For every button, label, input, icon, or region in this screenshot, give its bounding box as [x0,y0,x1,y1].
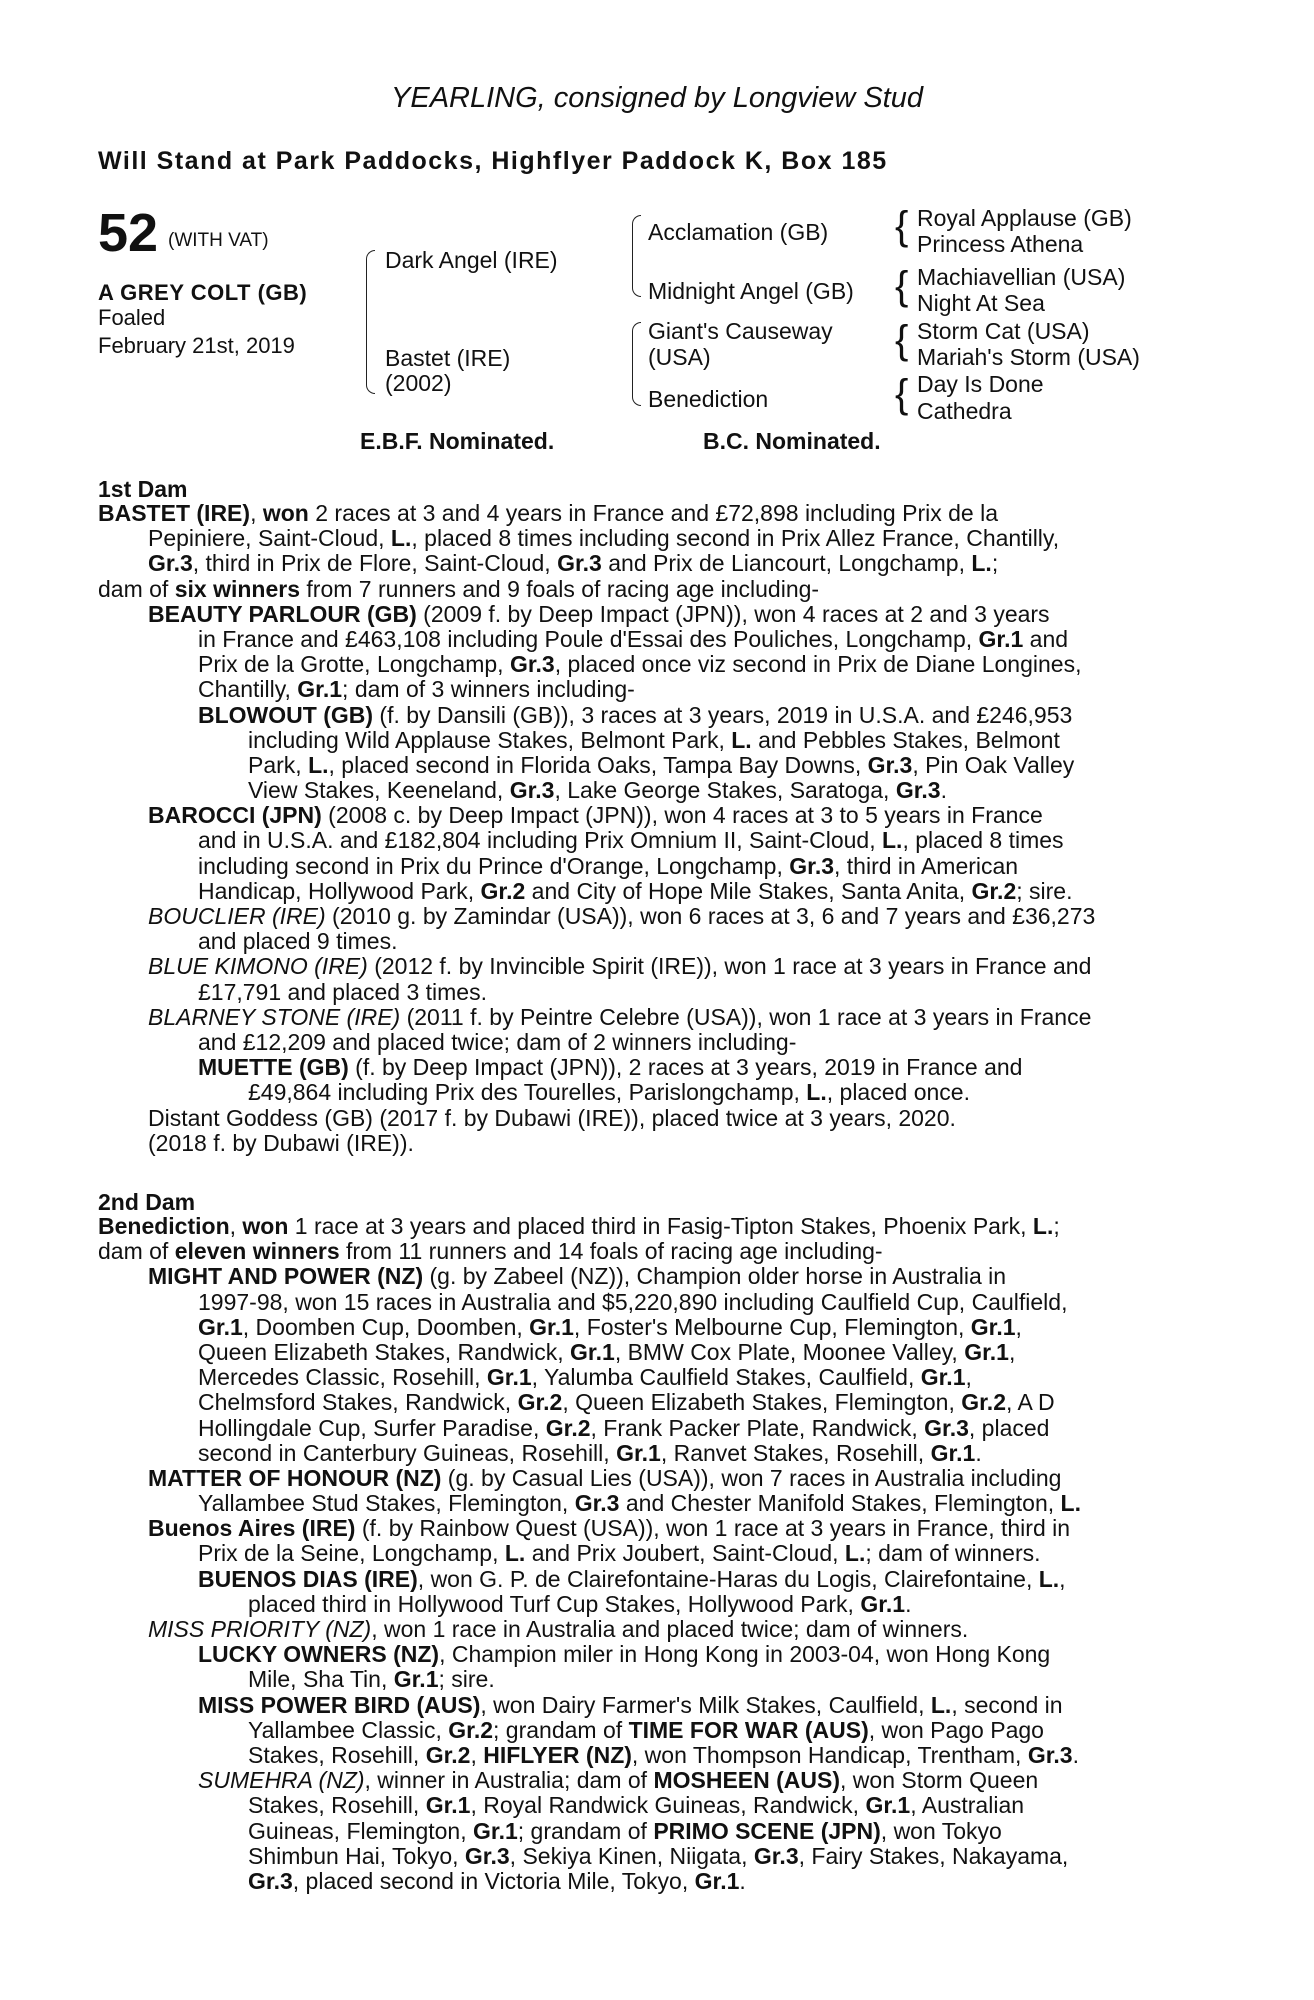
first-dam-heading: 1st Dam [98,476,188,502]
text-line: View Stakes, Keeneland, Gr.3, Lake George Stakes, Saratoga, Gr.3. [248,777,947,804]
bracket-dam-line [632,322,641,406]
text-line: Yallambee Classic, Gr.2; grandam of TIME FOR WAR (AUS), won Pago Pago [248,1716,1044,1743]
pedigree-ss-dam: Princess Athena [917,231,1084,257]
text-line: Guineas, Flemington, Gr.1; grandam of PRIMO SCENE (JPN), won Tokyo [248,1817,1002,1844]
text-line: and placed 9 times. [198,928,398,955]
pedigree-sd-sire: Machiavellian (USA) [917,264,1126,290]
pedigree-dam-sire-l1: Giant's Causeway [648,318,833,344]
foaled-date: February 21st, 2019 [98,333,295,358]
pedigree-dam-dam: Benediction [648,386,769,412]
text-line: £49,864 including Prix des Tourelles, Parislongchamp, L., placed once. [248,1079,970,1106]
text-line: including second in Prix du Prince d'Orange, Longchamp, Gr.3, third in American [198,852,1019,879]
text-line: MISS PRIORITY (NZ), won 1 race in Australia and placed twice; dam of winners. [148,1616,969,1642]
pedigree-dam: Bastet (IRE) [385,345,511,371]
text-line: Mercedes Classic, Rosehill, Gr.1, Yalumba Caulfield Stakes, Caulfield, Gr.1, [198,1364,972,1391]
text-line: Stakes, Rosehill, Gr.2, HIFLYER (NZ), won Thompson Handicap, Trentham, Gr.3. [248,1741,1079,1768]
second-dam-heading: 2nd Dam [98,1189,196,1215]
pedigree-sire-sire: Acclamation (GB) [648,219,829,245]
bracket-sire-line [632,215,641,297]
text-line: placed third in Hollywood Turf Cup Stakes, Hollywood Park, Gr.1. [248,1590,912,1617]
first-dam-text [98,501,1198,1156]
text-line: Gr.3, third in Prix de Flore, Saint-Cloud, Gr.3 and Prix de Liancourt, Longchamp, L.; [148,550,999,577]
pedigree-ss-sire: Royal Applause (GB) [917,205,1132,231]
location-line: Will Stand at Park Paddocks, Highflyer Paddock K, Box 185 [98,147,888,175]
pedigree-sire-dam: Midnight Angel (GB) [648,278,854,304]
brace-sd: { [895,264,909,308]
text-line: Stakes, Rosehill, Gr.1, Royal Randwick Guineas, Randwick, Gr.1, Australian [248,1792,1025,1819]
bracket-gen1 [366,250,375,394]
brace-dd: { [895,372,909,416]
text-line: Prix de la Seine, Longchamp, L. and Prix Joubert, Saint-Cloud, L.; dam of winners. [198,1540,1041,1567]
pedigree-sire: Dark Angel (IRE) [385,247,558,273]
text-line: BOUCLIER (IRE) (2010 g. by Zamindar (USA)), won 6 races at 3, 6 and 7 years and £36,273 [148,903,1096,929]
text-line: MUETTE (GB) (f. by Deep Impact (JPN)), 2 races at 3 years, 2019 in France and [198,1054,1023,1081]
text-line: Shimbun Hai, Tokyo, Gr.3, Sekiya Kinen, Niigata, Gr.3, Fairy Stakes, Nakayama, [248,1842,1069,1869]
text-line: Pepiniere, Saint-Cloud, L., placed 8 times including second in Prix Allez France, Chantilly, [148,525,1060,552]
brace-ds: { [895,318,909,362]
text-line: BUENOS DIAS (IRE), won G. P. de Clairefontaine-Haras du Logis, Clairefontaine, L., [198,1565,1066,1592]
text-line: Park, L., placed second in Florida Oaks, Tampa Bay Downs, Gr.3, Pin Oak Valley [248,751,1075,778]
text-line: Hollingdale Cup, Surfer Paradise, Gr.2, Frank Packer Plate, Randwick, Gr.3, placed [198,1414,1050,1441]
lot-description: A GREY COLT (GB) [98,280,308,305]
ebf-nominated: E.B.F. Nominated. [360,428,555,454]
text-line: MISS POWER BIRD (AUS), won Dairy Farmer's Milk Stakes, Caulfield, L., second in [198,1691,1063,1718]
text-line: LUCKY OWNERS (NZ), Champion miler in Hong Kong in 2003-04, won Hong Kong [198,1641,1051,1668]
text-line: second in Canterbury Guineas, Rosehill, Gr.1, Ranvet Stakes, Rosehill, Gr.1. [198,1439,982,1466]
brace-ss: { [895,204,909,248]
text-line: dam of eleven winners from 11 runners and 14 foals of racing age including- [98,1238,883,1265]
text-line: dam of six winners from 7 runners and 9 foals of racing age including- [98,575,820,602]
text-line: 1997-98, won 15 races in Australia and $5,220,890 including Caulfield Cup, Caulfield, [198,1288,1068,1315]
text-line: Buenos Aires (IRE) (f. by Rainbow Quest (USA)), won 1 race at 3 years in France, third in [148,1515,1071,1542]
text-line: MIGHT AND POWER (NZ) (g. by Zabeel (NZ)), Champion older horse in Australia in [148,1263,1007,1290]
text-line: Distant Goddess (GB) (2017 f. by Dubawi (IRE)), placed twice at 3 years, 2020. [148,1104,956,1131]
lot-number: 52 [98,203,159,263]
text-line: in France and £463,108 including Poule d'Essai des Pouliches, Longchamp, Gr.1 and [198,625,1069,652]
text-line: MATTER OF HONOUR (NZ) (g. by Casual Lies (USA)), won 7 races in Australia including [148,1464,1062,1491]
text-line: BLUE KIMONO (IRE) (2012 f. by Invincible Spirit (IRE)), won 1 race at 3 years in France and [148,953,1092,980]
pedigree-dd-dam: Cathedra [917,398,1012,424]
pedigree-dd-sire: Day Is Done [917,371,1044,397]
text-line: BAROCCI (JPN) (2008 c. by Deep Impact (JPN)), won 4 races at 3 to 5 years in France [148,802,1043,829]
pedigree-ds-sire: Storm Cat (USA) [917,318,1090,344]
second-dam-text [98,1214,1198,1894]
text-line: BLOWOUT (GB) (f. by Dansili (GB)), 3 races at 3 years, 2019 in U.S.A. and £246,953 [198,701,1073,728]
text-line: SUMEHRA (NZ), winner in Australia; dam of MOSHEEN (AUS), won Storm Queen [198,1767,1039,1794]
text-line: BEAUTY PARLOUR (GB) (2009 f. by Deep Impact (JPN)), won 4 races at 2 and 3 years [148,600,1050,627]
text-line: Gr.3, placed second in Victoria Mile, Tokyo, Gr.1. [248,1867,746,1894]
text-line: including Wild Applause Stakes, Belmont Park, L. and Pebbles Stakes, Belmont [248,726,1060,753]
text-line: Chantilly, Gr.1; dam of 3 winners including- [198,676,635,703]
text-line: Queen Elizabeth Stakes, Randwick, Gr.1, BMW Cox Plate, Moonee Valley, Gr.1, [198,1338,1016,1365]
text-line: Handicap, Hollywood Park, Gr.2 and City of Hope Mile Stakes, Santa Anita, Gr.2; sire. [198,877,1073,904]
text-line: BLARNEY STONE (IRE) (2011 f. by Peintre Celebre (USA)), won 1 race at 3 years in France [148,1003,1092,1030]
text-line: and £12,209 and placed twice; dam of 2 winners including- [198,1028,797,1055]
text-line: £17,791 and placed 3 times. [198,978,487,1005]
text-line: (2018 f. by Dubawi (IRE)). [148,1129,414,1156]
text-line: Mile, Sha Tin, Gr.1; sire. [248,1666,495,1693]
pedigree-dam-sire-l2: (USA) [648,344,711,370]
pedigree-dam-year: (2002) [385,370,452,396]
vat-label: (WITH VAT) [168,230,269,251]
text-line: Gr.1, Doomben Cup, Doomben, Gr.1, Foster's Melbourne Cup, Flemington, Gr.1, [198,1313,1022,1340]
page-title: YEARLING, consigned by Longview Stud [391,82,923,114]
text-line: BASTET (IRE), won 2 races at 3 and 4 years in France and £72,898 including Prix de la [98,500,998,526]
text-line: Prix de la Grotte, Longchamp, Gr.3, placed once viz second in Prix de Diane Longines, [198,651,1082,678]
bc-nominated: B.C. Nominated. [703,428,881,454]
text-line: Chelmsford Stakes, Randwick, Gr.2, Queen Elizabeth Stakes, Flemington, Gr.2, A D [198,1389,1055,1416]
text-line: Yallambee Stud Stakes, Flemington, Gr.3 and Chester Manifold Stakes, Flemington, L. [198,1490,1081,1517]
foaled-label: Foaled [98,305,166,330]
text-line: and in U.S.A. and £182,804 including Prix Omnium II, Saint-Cloud, L., placed 8 times [198,827,1064,854]
pedigree-sd-dam: Night At Sea [917,290,1045,316]
text-line: Benediction, won 1 race at 3 years and placed third in Fasig-Tipton Stakes, Phoenix Park, L.; [98,1213,1060,1239]
pedigree-ds-dam: Mariah's Storm (USA) [917,344,1140,370]
